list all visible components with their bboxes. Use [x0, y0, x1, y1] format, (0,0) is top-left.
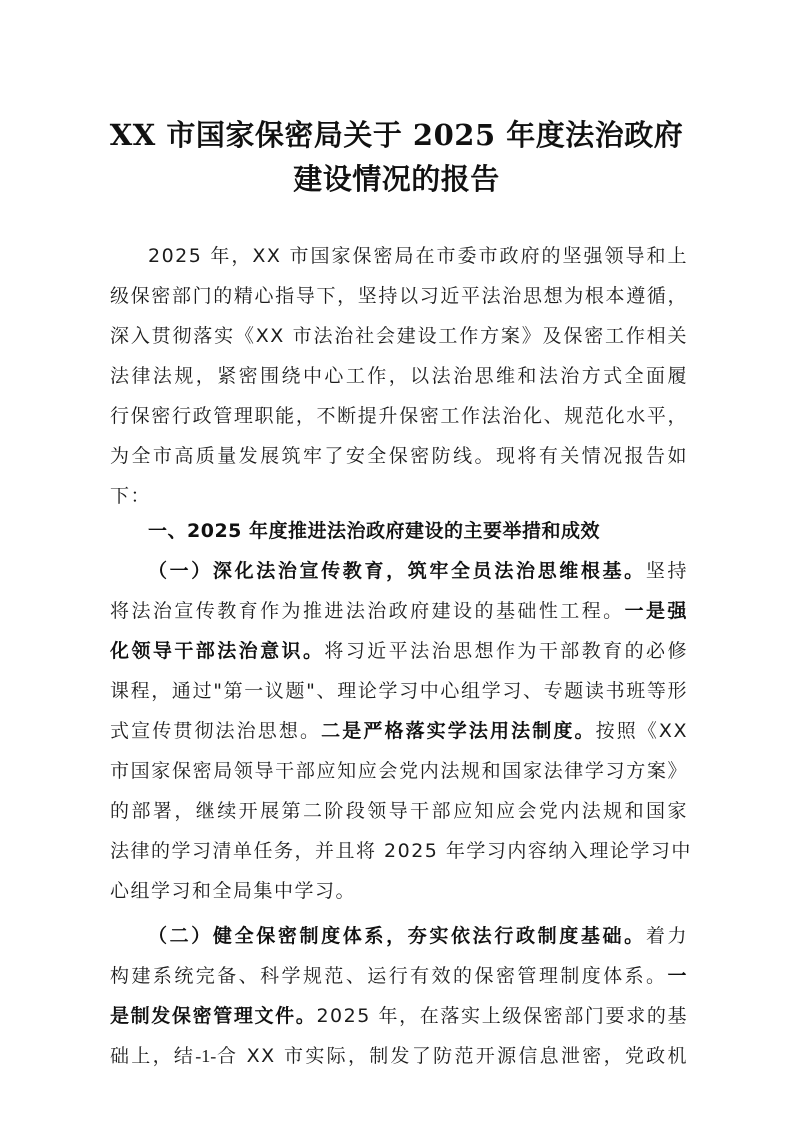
sub1-line5-text: 式宣传贯彻法治思想。 [110, 720, 322, 742]
sub2-line4-a: 础上，结 [110, 1045, 196, 1067]
document-title-line-1: XX 市国家保密局关于 2025 年度法治政府 [109, 118, 684, 152]
sub1-line-3 [110, 631, 688, 671]
sub1-line3-bold: 化领导干部法治意识。 [110, 640, 325, 662]
sub1-line2-text: 将法治宣传教育作为推进法治政府建设的基础性工程。 [110, 600, 625, 622]
sub2-line3-rest: 2025 年，在落实上级保密部门要求的基 [316, 1005, 688, 1027]
sub2-bold-lead: （二）健全保密制度体系，夯实依法行政制度基础。 [148, 925, 646, 947]
sub1-line-2 [110, 591, 688, 631]
sub1-line3-rest: 将习近平法治思想作为干部教育的必修 [324, 640, 688, 662]
sub2-line3-bold: 是制发保密管理文件。 [110, 1005, 317, 1027]
intro-line: 法律法规，紧密围绕中心工作，以法治思维和法治方式全面履 [110, 365, 688, 387]
sub1-line1-rest: 坚持 [645, 560, 688, 582]
sub1-line-8: 法律的学习清单任务，并且将 2025 年学习内容纳入理论学习中 [110, 840, 692, 862]
section-heading-1: 一、2025 年度推进法治政府建设的主要举措和成效 [148, 520, 600, 542]
sub2-line1-rest: 着力 [645, 925, 688, 947]
intro-line: 2025 年，XX 市国家保密局在市委市政府的坚强领导和上 [148, 245, 688, 267]
intro-line: 深入贯彻落实《XX 市法治社会建设工作方案》及保密工作相关 [110, 325, 688, 347]
sub1-line-4: 课程，通过"第一议题"、理论学习中心组学习、专题读书班等形 [110, 680, 688, 702]
document-title-line-2: 建设情况的报告 [293, 162, 500, 196]
page-number: -1- [195, 1046, 217, 1066]
sub2-line2-text: 构建系统完备、科学规范、运行有效的保密管理制度体系。 [110, 965, 668, 987]
sub1-line-1 [148, 551, 688, 591]
sub1-line5-rest: 按照《XX [595, 720, 688, 742]
sub2-line4-b: 合 XX 市实际，制发了防范开源信息泄密，党政机 [216, 1045, 688, 1067]
sub2-line-4 [110, 1036, 688, 1076]
intro-line: 级保密部门的精心指导下，坚持以习近平法治思想为根本遵循， [110, 285, 688, 307]
intro-line: 下： [110, 485, 152, 507]
sub2-line-2 [110, 956, 688, 996]
sub1-line-9: 心组学习和全局集中学习。 [110, 880, 357, 902]
intro-line: 行保密行政管理职能，不断提升保密工作法治化、规范化水平， [110, 405, 688, 427]
sub2-line2-bold: 一 [667, 965, 688, 987]
sub2-line-3 [110, 996, 688, 1036]
sub1-line-7: 的部署，继续开展第二阶段领导干部应知应会党内法规和国家 [110, 800, 688, 822]
sub1-line2-bold: 一是强 [624, 600, 688, 622]
sub1-line-5 [110, 711, 688, 751]
sub1-line5-bold: 二是严格落实学法用法制度。 [321, 720, 596, 742]
intro-line: 为全市高质量发展筑牢了安全保密防线。现将有关情况报告如 [110, 445, 688, 467]
sub1-line-6: 市国家保密局领导干部应知应会党内法规和国家法律学习方案》 [110, 760, 688, 782]
sub1-bold-lead: （一）深化法治宣传教育，筑牢全员法治思维根基。 [148, 560, 646, 582]
sub2-line-1 [148, 916, 688, 956]
